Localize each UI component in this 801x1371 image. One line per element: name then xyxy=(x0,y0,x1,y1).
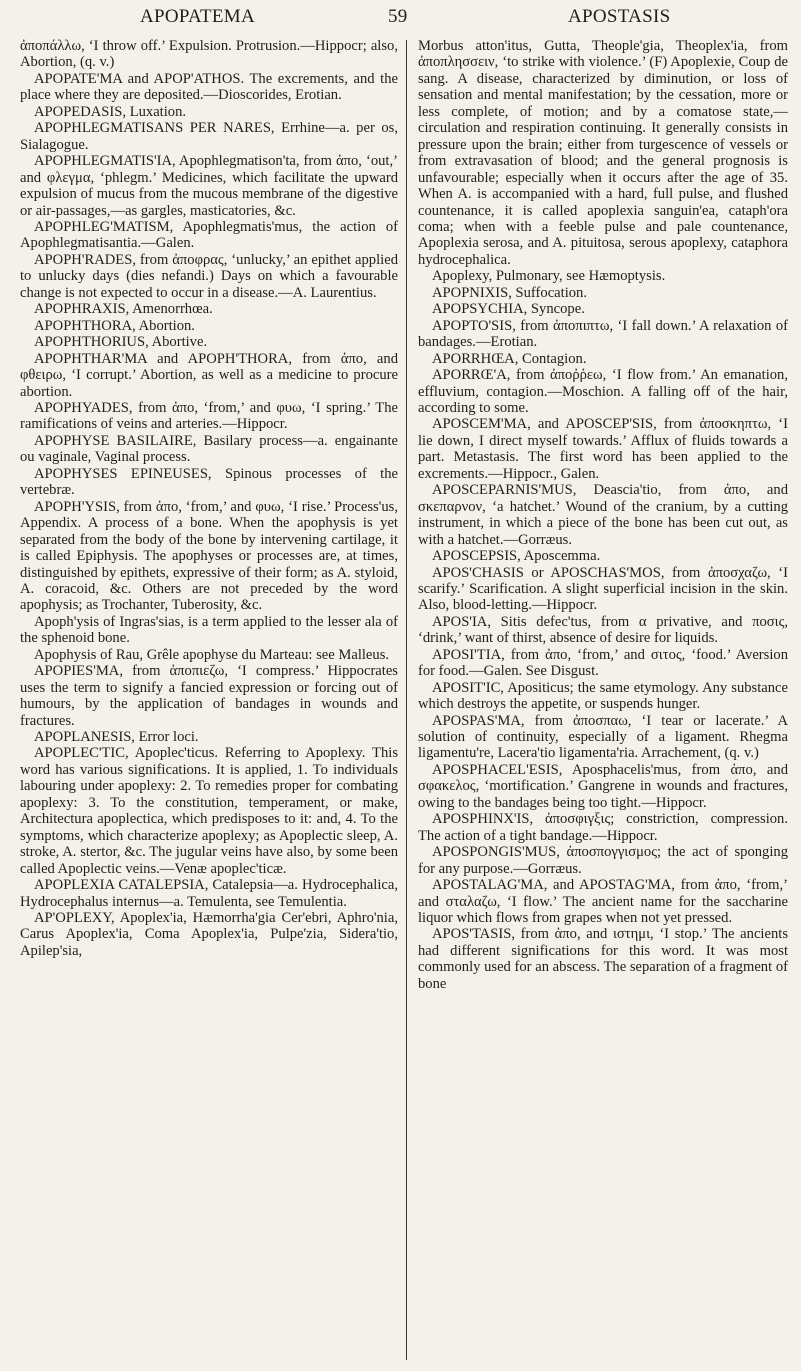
dictionary-entry: APOPHRAXIS, Amenorrhœa. xyxy=(34,301,213,318)
dictionary-entry: APOSPHINX'IS, ἀποσφιγξις; constriction, compression. The action of a tight bandage.—Hippocr. xyxy=(418,811,788,844)
column-divider xyxy=(406,40,407,1360)
dictionary-entry: APOPHTHORA, Abortion. xyxy=(34,317,195,334)
dictionary-entry: Morbus atton'itus, Gutta, Theople'gia, Theoplex'ia, from ἀποπλησσειν, ‘to strike with violence.’ (F) Apoplexie, Coup de sang. A disease, characterized by diminution, or loss of sensation and mental manifestation; by the cessation, more or less complete, of motion; and by a comatose state,—circulation and respiration continuing. It generally consists in pressure upon the brain; either from turgescence of vessels or from extravasation of blood; and the general prognosis is unfavourable; especially when it occurs after the age of 35. When A. is accompanied with a hard, full pulse, and flushed countenance, it is called apoplexia sanguin'ea, cataph'ora coma; when with a feeble pulse and pale countenance, Apoplexia serosa, and A. pituitosa, serous apoplexy, cataphora hydrocephalica. xyxy=(418,38,788,268)
dictionary-entry: APOSPAS'MA, from ἀποσπαω, ‘I tear or lacerate.’ A solution of continuity, especially of a ligament. Rhegma ligamentu're, Lacera'tio ligamenta'ria. Arrachement, (q. v.) xyxy=(418,712,788,762)
dictionary-entry: APOPHTHORIUS, Abortive. xyxy=(34,334,208,351)
dictionary-entry: APOPLEXIA CATALEPSIA, Catalepsia—a. Hydrocephalica, Hydrocephalus internus—a. Temulenta, see Temulentia. xyxy=(20,877,398,910)
dictionary-entry: APOPLEC'TIC, Apoplec'ticus. Referring to Apoplexy. This word has various significations. It is applied, 1. To individuals labouring under apoplexy: 2. To remedies proper for combating apoplexy: 3. To the constitution, temperament, or make, Architectura apoplectica, which predisposes to it: and, 4. To the symptoms, which characterize apoplexy; as Apoplectic sleep, A. stroke, A. stertor, &c. The jugular veins have also, by some been called Apoplectic veins.—Venæ apoplec'ticæ. xyxy=(20,745,398,877)
dictionary-entry: APOPHLEG'MATISM, Apophlegmatis'mus, the action of Apophlegmatisantia.—Galen. xyxy=(20,218,398,252)
dictionary-entry: APOPHLEGMATIS'IA, Apophlegmatison'ta, from ἀπο, ‘out,’ and φλεγμα, ‘phlegm.’ Medicines, which facilitate the upward expulsion of mucus from the mucous membrane of the digestive or air-passages,—as gargles, masticatories, &c. xyxy=(20,153,398,219)
dictionary-entry: APOSCEPARNIS'MUS, Deascia'tio, from ἀπο, and σκεπαρνον, ‘a hatchet.’ Wound of the cranium, by a cutting instrument, in which a piece of the bone has been cut out, as with a hatchet.—Gorræus. xyxy=(418,482,788,548)
right-column xyxy=(418,38,788,992)
dictionary-entry: APOPH'YSIS, from ἀπο, ‘from,’ and φυω, ‘I rise.’ Process'us, Appendix. A process of a bone. When the apophysis is yet separated from the body of the bone by intervening cartilage, it is called Epiphysis. The apophyses or processes are, at times, distinguished by epithets, expressive of their form; as A. styloid, A. coracoid, &c. Others are not preceded by the word apophysis; as Trochanter, Tuberosity, &c. xyxy=(20,498,398,614)
dictionary-entry: APOSPONGIS'MUS, ἀποσπογγισμος; the act of sponging for any purpose.—Gorræus. xyxy=(418,844,788,877)
page-number: 59 xyxy=(388,6,408,27)
dictionary-entry: APOSPHACEL'ESIS, Aposphacelis'mus, from ἀπο, and σφακελος, ‘mortification.’ Gangrene in wounds and fractures, owing to the bandages being too tight.—Hippocr. xyxy=(418,761,788,811)
dictionary-entry: APOSI'TIA, from ἀπο, ‘from,’ and σιτος, ‘food.’ Aversion for food.—Galen. See Disgust. xyxy=(418,646,788,680)
dictionary-entry: APOPHYSE BASILAIRE, Basilary process—a. engainante ou vaginale, Vaginal process. xyxy=(20,432,398,466)
running-header xyxy=(30,4,777,32)
dictionary-entry: APOPH'RADES, from ἀποφρας, ‘unlucky,’ an epithet applied to unlucky days (dies nefandi.) Days on which a favourable change is not expected to occur in a disease.—A. Laurentius. xyxy=(20,251,398,301)
dictionary-entry: Apophysis of Rau, Grêle apophyse du Marteau: see Malleus. xyxy=(34,646,390,663)
dictionary-entry: APOPNIXIS, Suffocation. xyxy=(432,284,587,301)
dictionary-entry: ἀποπάλλω, ‘I throw off.’ Expulsion. Protrusion.—Hippocr; also, Abortion, (q. v.) xyxy=(20,38,398,71)
dictionary-entry: APOSCEM'MA, and APOSCEP'SIS, from ἀποσκηπτω, ‘I lie down, I direct myself towards.’ Afflux of fluids towards a part. Metastasis. The first word has been applied to the excrements.—Hippocr., Galen. xyxy=(418,416,788,482)
left-column xyxy=(20,38,398,959)
dictionary-entry: APOPHLEGMATISANS PER NARES, Errhine—a. per os, Sialagogue. xyxy=(20,120,398,153)
dictionary-entry: Apoph'ysis of Ingras'sias, is a term applied to the lesser ala of the sphenoid bone. xyxy=(20,613,398,647)
dictionary-entry: APOPSYCHIA, Syncope. xyxy=(432,301,585,318)
dictionary-entry: APOSTALAG'MA, and APOSTAG'MA, from ἀπο, ‘from,’ and σταλαζω, ‘I flow.’ The ancient name for the saccharine liquor which flows from grapes when not yet pressed. xyxy=(418,877,788,927)
header-right-guide-word: APOSTASIS xyxy=(568,6,671,27)
dictionary-entry: APOPEDASIS, Luxation. xyxy=(34,103,187,120)
dictionary-entry: APOS'CHASIS or APOSCHAS'MOS, from ἀποσχαζω, ‘I scarify.’ Scarification. A slight superficial incision in the skin. Also, blood-letting.—Hippocr. xyxy=(418,564,788,614)
dictionary-entry: APOPHYADES, from ἀπο, ‘from,’ and φυω, ‘I spring.’ The ramifications of veins and arteries.—Hippocr. xyxy=(20,399,398,433)
dictionary-entry: APOPLANESIS, Error loci. xyxy=(34,729,199,746)
dictionary-entry: APOPHTHAR'MA and APOPH'THORA, from ἀπο, and φθειρω, ‘I corrupt.’ Abortion, as well as a medicine to procure abortion. xyxy=(20,350,398,400)
dictionary-entry: APORRHŒA, Contagion. xyxy=(432,350,587,367)
dictionary-entry: APOS'TASIS, from ἀπο, and ιστημι, ‘I stop.’ The ancients had different significations for this word. It was most commonly used for an abscess. The separation of a fragment of bone xyxy=(418,926,788,992)
dictionary-entry: Apoplexy, Pulmonary, see Hæmoptysis. xyxy=(432,268,666,285)
header-left-guide-word: APOPATEMA xyxy=(140,6,255,27)
dictionary-entry: APOPHYSES EPINEUSES, Spinous processes of the vertebræ. xyxy=(20,465,398,499)
dictionary-entry: APORRŒ'A, from ἀποῤῥεω, ‘I flow from.’ An emanation, effluvium, contagion.—Moschion. A falling off of the hair, according to some. xyxy=(418,367,788,416)
dictionary-entry: APOSIT'IC, Apositicus; the same etymology. Any substance which destroys the appetite, or suspends hunger. xyxy=(418,679,788,713)
dictionary-entry: AP'OPLEXY, Apoplex'ia, Hæmorrha'gia Cer'ebri, Aphro'nia, Carus Apoplex'ia, Coma Apoplex'ia, Pulpe'zia, Sidera'tio, Apilep'sia, xyxy=(20,910,398,959)
dictionary-entry: APOS'IA, Sitis defec'tus, from α privative, and ποσις, ‘drink,’ want of thirst, absence of desire for liquids. xyxy=(418,613,788,647)
dictionary-entry: APOSCEPSIS, Aposcemma. xyxy=(432,548,601,565)
dictionary-entry: APOPTO'SIS, from ἀποπιπτω, ‘I fall down.’ A relaxation of bandages.—Erotian. xyxy=(418,317,788,351)
dictionary-entry: APOPATE'MA and APOP'ATHOS. The excrements, and the place where they are deposited.—Dioscorides, Erotian. xyxy=(20,70,398,104)
dictionary-entry: APOPIES'MA, from ἀποπιεζω, ‘I compress.’ Hippocrates uses the term to signify a fancied expression or forcing out of humours, by the application of bandages in wounds and fractures. xyxy=(20,663,398,729)
